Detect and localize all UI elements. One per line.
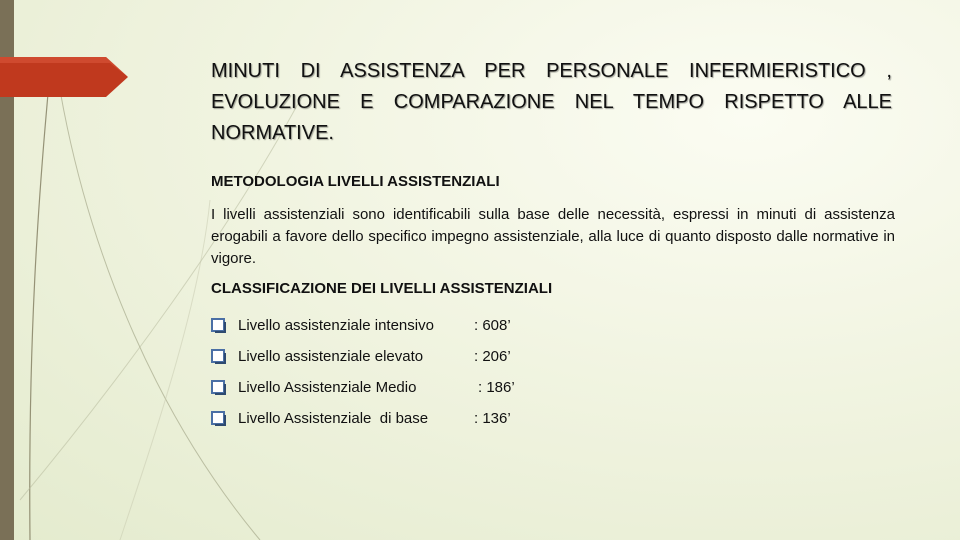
levels-list xyxy=(211,310,515,434)
section-heading-classification: CLASSIFICAZIONE DEI LIVELLI ASSISTENZIALI xyxy=(211,280,553,297)
list-item xyxy=(211,372,515,403)
level-label: Livello assistenziale intensivo xyxy=(238,317,434,334)
methodology-paragraph: I livelli assistenziali sono identificabili sulla base delle necessità, espressi in minuti di assistenza erogabili a favore dello specifico impegno assistenziale, alla luce di quanto disposto dalle normative in vigore. xyxy=(211,206,895,267)
level-label: Livello assistenziale elevato xyxy=(238,348,424,365)
checkbox-bullet-icon xyxy=(211,411,226,426)
list-item xyxy=(211,403,515,434)
checkbox-bullet-icon xyxy=(211,349,226,364)
level-minutes: : 186’ xyxy=(478,379,515,396)
level-minutes: : 136’ xyxy=(474,410,511,427)
slide-title: MINUTI DI ASSISTENZA PER PERSONALE INFERMIERISTICO , EVOLUZIONE E COMPARAZIONE NEL TEMPO RISPETTO ALLE NORMATIVE. xyxy=(211,60,892,144)
list-item xyxy=(211,310,515,341)
level-minutes: : 608’ xyxy=(474,317,511,334)
list-item xyxy=(211,341,515,372)
arrow-banner-icon xyxy=(0,57,128,97)
level-label: Livello Assistenziale Medio xyxy=(238,379,417,396)
level-minutes: : 206’ xyxy=(474,348,511,365)
section-heading-methodology: METODOLOGIA LIVELLI ASSISTENZIALI xyxy=(211,173,500,190)
checkbox-bullet-icon xyxy=(211,318,226,333)
level-label: Livello Assistenziale di base xyxy=(238,410,429,427)
checkbox-bullet-icon xyxy=(211,380,226,395)
